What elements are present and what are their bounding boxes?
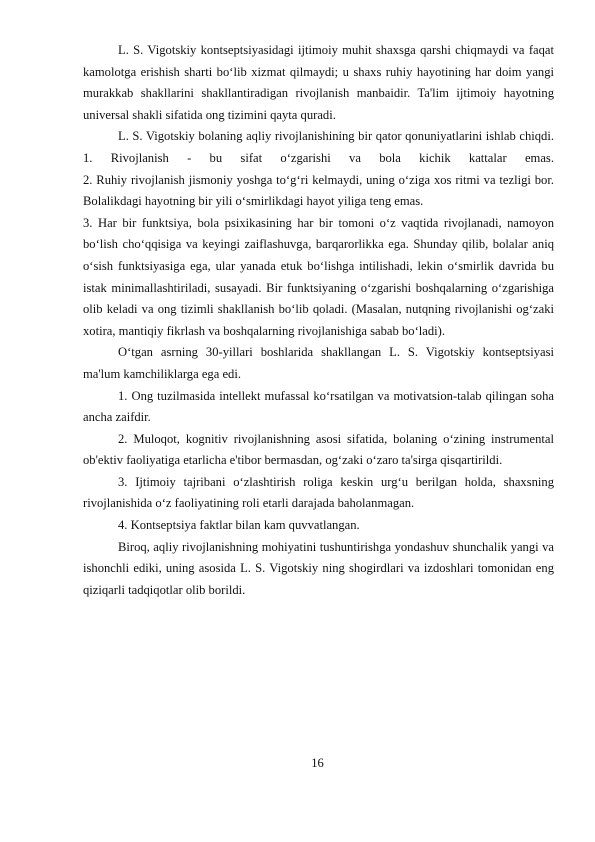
paragraph-laws-intro: L. S. Vigotskiy bolaning aqliy rivojlanishining bir qator qonuniyatlarini ishlab chiqdi. <box>118 129 554 144</box>
paragraph-law-3: 3. Har bir funktsiya, bola psixikasining har bir tomoni o‘z vaqtida rivojlanadi, namoyon bo‘lish cho‘qqisiga va keyingi zaiflashuvga, barqarorlikka ega. Shunday qilib, bolalar aniq o‘sish funktsiyasiga ega, ular yanada etuk bo‘lishga intilishadi, lekin o‘smirlik davrida bu istak minimallashtiriladi, susayadi. Bir funktsiyaning o‘zgarishi boshqalarning o‘zgarishiga olib keladi va ong tizimli shakllanish bo‘lib qoladi. (Masalan, nutqning rivojlanishi og‘zaki xotira, mantiqiy fikrlash va boshqalarning rivojlanishiga sabab bo‘ladi). <box>83 215 554 338</box>
paragraph-shortcomings-intro: O‘tgan asrning 30-yillari boshlarida shakllangan L. S. Vigotskiy kontseptsiyasi ma'lum kamchiliklarga ega edi. <box>83 345 554 381</box>
paragraph-shortcoming-2: 2. Muloqot, kognitiv rivojlanishning asosi sifatida, bolaning o‘zining instrumental ob'ektiv faoliyatiga etarlicha e'tibor bermasdan, og‘zaki o‘zaro ta'sirga qisqartirildi. <box>83 431 554 468</box>
paragraph-law-1: 1. Rivojlanish - bu sifat o‘zgarishi va bola kichik kattalar emas. <box>83 150 554 165</box>
paragraph-law-2: 2. Ruhiy rivojlanish jismoniy yoshga to‘g‘ri kelmaydi, uning o‘ziga xos ritmi va tezligi bor. Bolalikdagi hayotning bir yili o‘smirlikdagi hayot yiliga teng emas. <box>83 172 554 209</box>
paragraph-conclusion: Biroq, aqliy rivojlanishning mohiyatini tushuntirishga yondashuv shunchalik yangi va ishonchli ediki, uning asosida L. S. Vigotskiy ning shogirdlari va izdoshlari tomonidan eng qiziqarli tadqiqotlar olib borildi. <box>83 539 554 597</box>
paragraph-social-environment: L. S. Vigotskiy kontseptsiyasidagi ijtimoiy muhit shaxsga qarshi chiqmaydi va faqat kamolotga erishish sharti bo‘lib xizmat qilmaydi; u shaxs ruhiy hayotining har doim yangi murakkab shakllarini shakllantiradigan rivojlanish manbaidir. Ta'lim ijtimoiy hayotning universal shakli sifatida ong tizimini qayta quradi. <box>83 43 554 122</box>
paragraph-shortcoming-4: 4. Kontseptsiya faktlar bilan kam quvvatlangan. <box>118 518 360 533</box>
page-number: 16 <box>311 756 324 770</box>
paragraph-shortcoming-3: 3. Ijtimoiy tajribani o‘zlashtirish roliga keskin urg‘u berilgan holda, shaxsning rivojlanishida o‘z faoliyatining roli etarli darajada baholanmagan. <box>83 474 554 511</box>
paragraph-shortcoming-1: 1. Ong tuzilmasida intellekt mufassal ko‘rsatilgan va motivatsion-talab qilingan soha ancha zaifdir. <box>83 388 554 425</box>
document-body <box>83 40 554 601</box>
